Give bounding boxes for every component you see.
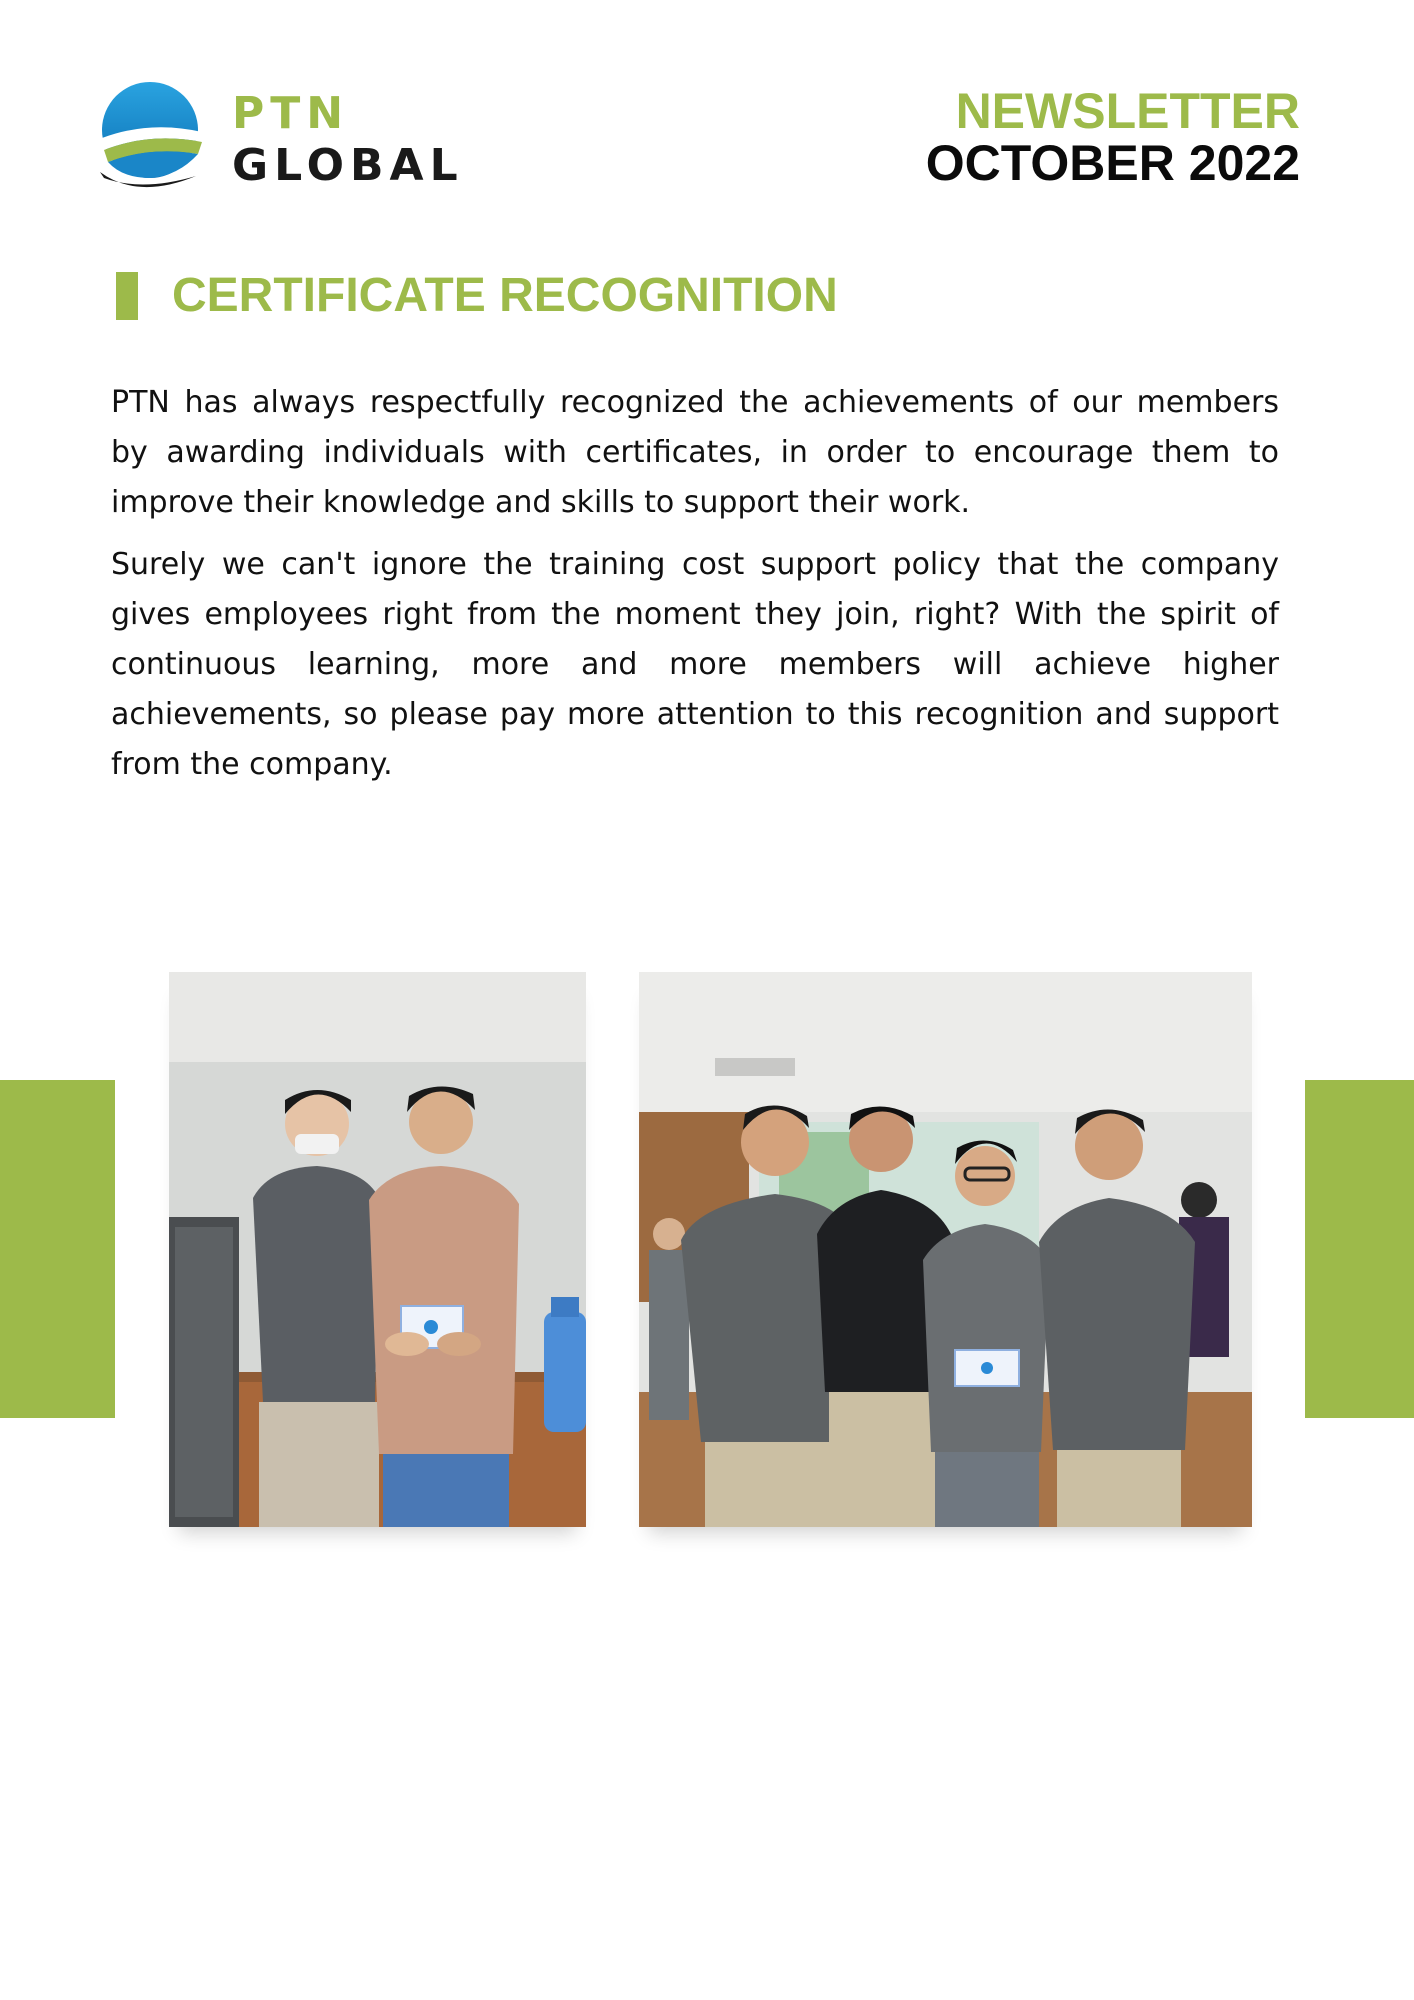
issue-date: OCTOBER 2022 — [925, 135, 1300, 191]
section-accent-bar — [116, 272, 138, 320]
newsletter-label: NEWSLETTER — [955, 83, 1300, 139]
globe-swoosh-icon — [98, 80, 208, 195]
logo-line-global: GLOBAL — [232, 140, 464, 191]
photo-group-with-certificate — [639, 972, 1252, 1527]
newsletter-masthead — [925, 83, 1300, 191]
article-body — [111, 378, 1279, 802]
company-logo — [98, 80, 464, 195]
paragraph: Surely we can't ignore the training cost support policy that the company gives employees right from the moment they join, right? With the spirit of continuous learning, more and more members will achieve higher achievements, so please pay more attention to this recognition and support from the company. — [111, 547, 1279, 782]
decorative-side-block-left — [0, 1080, 115, 1418]
section-title: CERTIFICATE RECOGNITION — [172, 269, 838, 322]
logo-wordmark — [232, 88, 464, 191]
logo-line-ptn: PTN — [232, 88, 350, 139]
paragraph: PTN has always respectfully recognized the achievements of our members by awarding individuals with certificates, in order to encourage them to improve their knowledge and skills to support their work. — [111, 385, 1279, 520]
decorative-side-block-right — [1305, 1080, 1414, 1418]
photo-certificate-handover — [169, 972, 586, 1527]
